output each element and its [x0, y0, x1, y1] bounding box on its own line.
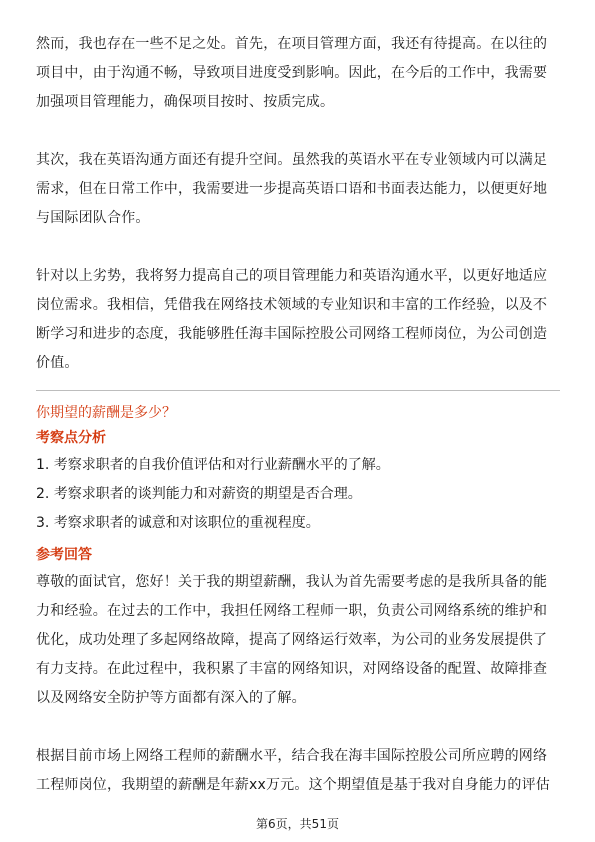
document-page [36, 30, 560, 800]
answer-heading: 参考回答 [36, 547, 92, 563]
body-paragraph: 其次，我在英语沟通方面还有提升空间。虽然我的英语水平在专业领域内可以满足需求，但在日常工作中，我需要进一步提高英语口语和书面表达能力，以便更好地与国际团队合作。 [36, 152, 548, 226]
answer-paragraph: 尊敬的面试官，您好！关于我的期望薪酬，我认为首先需要考虑的是我所具备的能力和经验。在过去的工作中，我担任网络工程师一职，负责公司网络系统的维护和优化，成功处理了多起网络故障，提高了网络运行效率，为公司的业务发展提供了有力支持。在此过程中，我积累了丰富的网络知识，对网络设备的配置、故障排查以及网络安全防护等方面都有深入的了解。 [36, 574, 548, 706]
page-number: 第6页，共51页 [256, 817, 339, 831]
analysis-item: 2. 考察求职者的谈判能力和对薪资的期望是否合理。 [36, 486, 362, 502]
answer-paragraph: 根据目前市场上网络工程师的薪酬水平，结合我在海丰国际控股公司所应聘的网络工程师岗位，我期望的薪酬是年薪xx万元。这个期望值是基于我对自身能力的评估 [36, 748, 550, 793]
analysis-heading: 考察点分析 [36, 430, 106, 446]
body-paragraph: 针对以上劣势，我将努力提高自己的项目管理能力和英语沟通水平，以更好地适应岗位需求。我相信，凭借我在网络技术领域的专业知识和丰富的工作经验，以及不断学习和进步的态度，我能够胜任海丰国际控股公司网络工程师岗位，为公司创造价值。 [36, 268, 548, 371]
question-heading: 你期望的薪酬是多少？ [36, 405, 176, 421]
body-paragraph: 然而，我也存在一些不足之处。首先，在项目管理方面，我还有待提高。在以往的项目中，由于沟通不畅，导致项目进度受到影响。因此，在今后的工作中，我需要加强项目管理能力，确保项目按时、按质完成。 [36, 36, 548, 110]
analysis-item: 3. 考察求职者的诚意和对该职位的重视程度。 [36, 515, 320, 531]
analysis-item: 1. 考察求职者的自我价值评估和对行业薪酬水平的了解。 [36, 457, 390, 473]
section-divider [36, 390, 560, 391]
